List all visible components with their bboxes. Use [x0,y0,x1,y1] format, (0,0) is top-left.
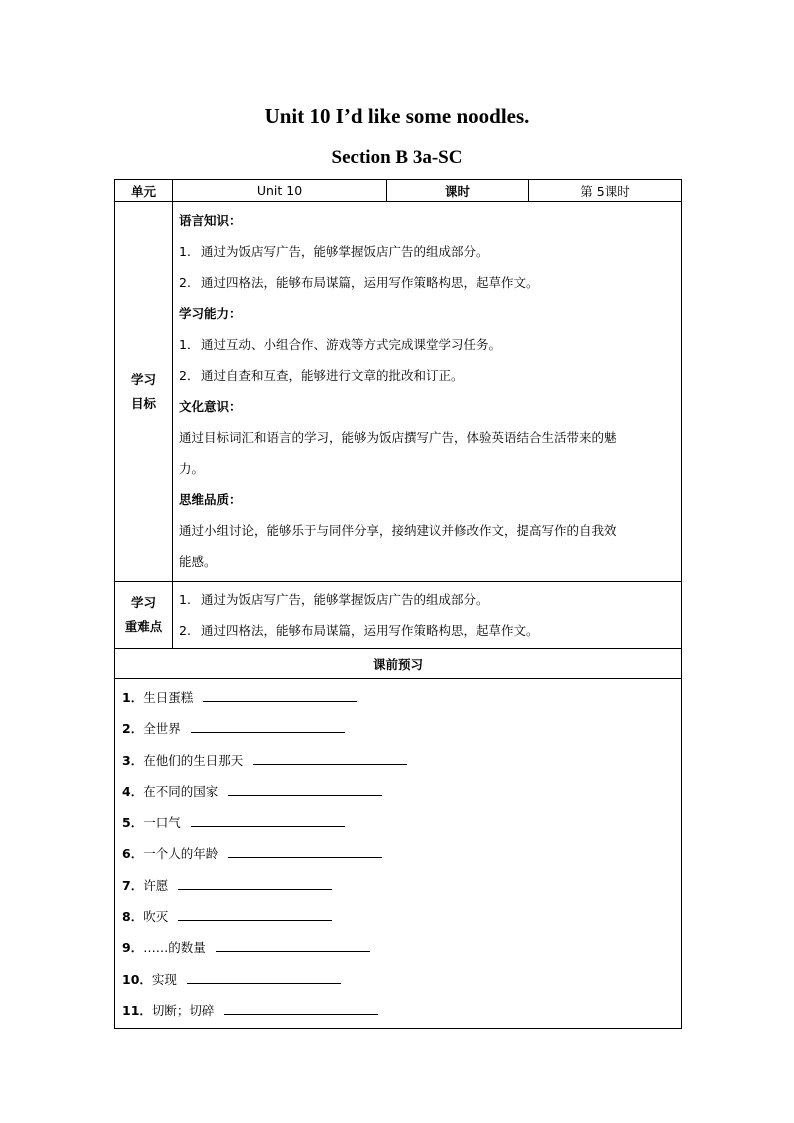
item-text: 一口气 [143,815,181,831]
item-number: 5． [122,815,144,831]
difficulty-item [179,584,675,615]
preview-item [122,682,674,713]
item-number: 1． [122,690,144,705]
item-text: 在他们的生日那天 [143,752,244,768]
preview-row [115,679,682,1029]
difficulty-content [173,582,682,649]
difficulty-item [179,615,675,646]
item-number: 2. [179,623,191,638]
item-text: 通过四格法，能够布局谋篇，运用写作策略构思，起草作文。 [201,623,539,638]
culture-text-line1: 通过目标词汇和语言的学习，能够为饭店撰写广告，体验英语结合生活带来的魅 [179,430,617,445]
period-value: 第 5课时 [529,180,682,202]
culture-text-line2: 力。 [179,461,205,476]
language-heading: 语言知识： [179,213,242,228]
ability-item [179,360,675,391]
thinking-text-line2: 能感。 [179,554,217,569]
goals-label-line1: 学习 [130,371,156,387]
item-text: 通过自查和互查，能够进行文章的批改和订正。 [201,368,464,383]
preview-item [122,838,674,869]
thinking-heading: 思维品质： [179,492,242,507]
difficulty-label [115,582,173,649]
item-number: 8． [122,909,144,925]
item-text: 切断；切碎 [151,1002,215,1018]
item-text: 许愿 [143,877,169,893]
unit-label: 单元 [115,180,173,202]
item-number: 1. [179,244,191,259]
item-text: 吹灭 [143,909,169,925]
unit-value: Unit 10 [173,180,387,202]
item-number: 3． [122,752,144,768]
answer-blank[interactable] [187,969,341,984]
preview-item [122,776,674,807]
item-text: 通过互动、小组合作、游戏等方式完成课堂学习任务。 [201,337,502,352]
goals-label-line2: 目标 [130,395,156,411]
goals-label [115,202,173,582]
language-item [179,236,675,267]
thinking-text-line1: 通过小组讨论，能够乐于与同伴分享，接纳建议并修改作文，提高写作的自我效 [179,523,617,538]
document-title: Unit 10 I’d like some noodles. [264,104,530,128]
item-number: 6． [122,846,144,862]
preview-item [122,932,674,963]
item-number: 4． [122,783,144,799]
item-text: 一个人的年龄 [143,846,219,862]
item-number: 1． [179,337,200,352]
answer-blank[interactable] [228,781,382,796]
culture-heading: 文化意识： [179,399,242,414]
preview-item [122,713,674,744]
preview-item [122,745,674,776]
item-number: 1. [179,592,191,607]
difficulty-label-line2: 重难点 [124,619,163,634]
item-number: 2. [179,275,191,290]
item-text: 实现 [151,971,177,987]
answer-blank[interactable] [224,1000,378,1015]
item-text: 生日蛋糕 [143,690,194,705]
answer-blank[interactable] [178,906,332,921]
preview-item [122,964,674,995]
item-number: 7． [122,877,144,893]
answer-blank[interactable] [216,937,370,952]
answer-blank[interactable] [228,843,382,858]
goals-row [115,202,682,582]
preview-item [122,870,674,901]
item-text: 在不同的国家 [143,783,219,799]
preview-item [122,901,674,932]
item-text: 通过为饭店写广告，能够掌握饭店广告的组成部分。 [201,592,489,607]
answer-blank[interactable] [191,718,345,733]
item-number: 2． [122,721,144,737]
preview-heading: 课前预习 [115,649,682,679]
item-number: 11． [122,1002,152,1018]
answer-blank[interactable] [203,687,357,702]
preview-items [115,679,682,1029]
item-number: 9． [122,940,144,956]
preview-item [122,995,674,1026]
answer-blank[interactable] [178,875,332,890]
item-text: 通过为饭店写广告，能够掌握饭店广告的组成部分。 [201,244,489,259]
item-text: ……的数量 [143,940,206,956]
period-label: 课时 [387,180,529,202]
ability-item [179,329,675,360]
item-text: 通过四格法，能够布局谋篇，运用写作策略构思，起草作文。 [201,275,539,290]
document-subtitle: Section B 3a-SC [331,147,463,168]
preview-heading-row [115,649,682,679]
difficulty-label-line1: 学习 [130,595,156,610]
difficulty-row [115,582,682,649]
answer-blank[interactable] [191,812,345,827]
answer-blank[interactable] [253,750,407,765]
language-item [179,267,675,298]
item-text: 全世界 [143,721,181,737]
item-number: 10． [122,971,152,987]
ability-heading: 学习能力： [179,306,242,321]
preview-item [122,807,674,838]
item-number: 2． [179,368,200,383]
header-row [115,180,682,202]
goals-content [173,202,682,582]
lesson-plan-table [114,179,682,1029]
